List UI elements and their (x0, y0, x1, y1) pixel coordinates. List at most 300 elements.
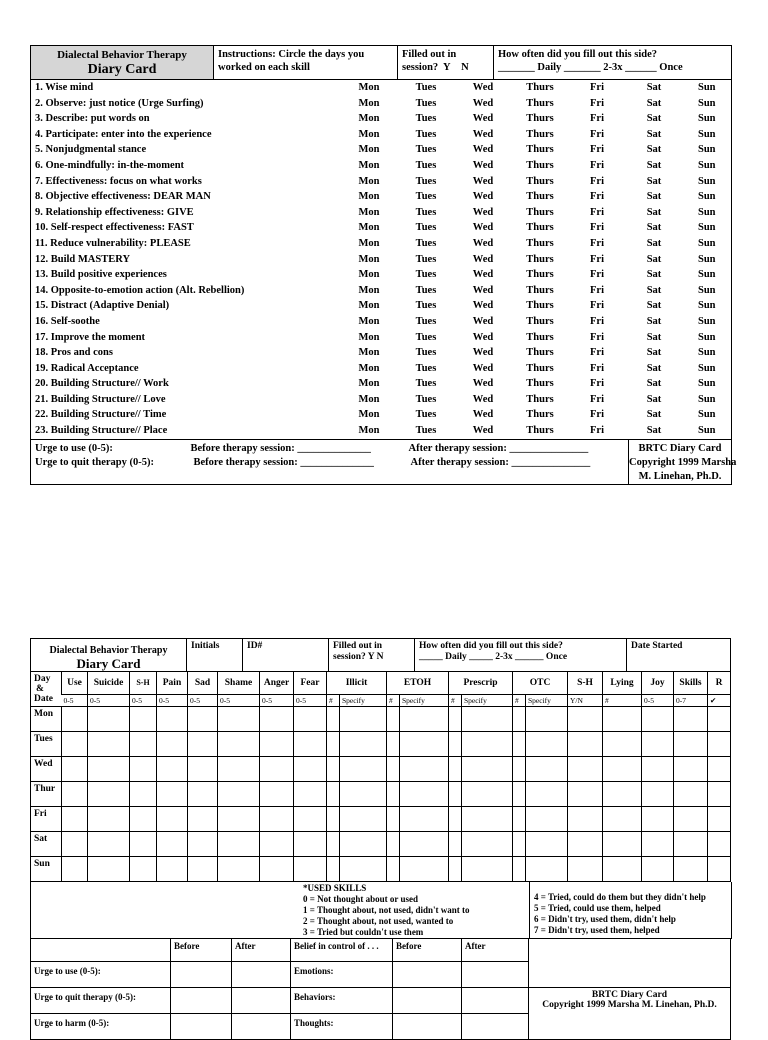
skill-day-thurs[interactable]: Thurs (526, 128, 554, 140)
grid-entry-cell[interactable] (513, 807, 526, 832)
urge-quit-before[interactable] (171, 988, 232, 1014)
back-frequency-options[interactable]: _____ Daily _____ 2-3x ______ Once (419, 652, 568, 662)
skill-day-thurs[interactable]: Thurs (526, 425, 554, 437)
skill-day-mon[interactable]: Mon (358, 97, 380, 109)
grid-entry-cell[interactable] (327, 732, 340, 757)
grid-entry-cell[interactable] (294, 807, 327, 832)
skill-day-sun[interactable]: Sun (697, 284, 716, 296)
grid-entry-cell[interactable] (62, 757, 88, 782)
skill-day-thurs[interactable]: Thurs (526, 284, 554, 296)
skill-day-sat[interactable]: Sat (646, 159, 662, 171)
skill-day-sat[interactable]: Sat (646, 222, 662, 234)
grid-entry-cell[interactable] (62, 707, 88, 732)
skill-day-mon[interactable]: Mon (358, 128, 380, 140)
skill-day-thurs[interactable]: Thurs (526, 331, 554, 343)
grid-entry-cell[interactable] (340, 707, 387, 732)
skill-day-tues[interactable]: Tues (415, 191, 437, 203)
skill-day-sun[interactable]: Sun (697, 253, 716, 265)
skill-day-tues[interactable]: Tues (415, 206, 437, 218)
skill-day-fri[interactable]: Fri (590, 237, 604, 249)
skill-day-sun[interactable]: Sun (697, 222, 716, 234)
skill-day-fri[interactable]: Fri (590, 191, 604, 203)
skill-day-fri[interactable]: Fri (590, 378, 604, 390)
skill-day-mon[interactable]: Mon (358, 315, 380, 327)
grid-entry-cell[interactable] (88, 832, 130, 857)
grid-entry-cell[interactable] (708, 832, 731, 857)
grid-entry-cell[interactable] (188, 757, 218, 782)
grid-entry-cell[interactable] (62, 732, 88, 757)
skill-day-tues[interactable]: Tues (415, 82, 437, 93)
skill-day-thurs[interactable]: Thurs (526, 144, 554, 156)
grid-entry-cell[interactable] (568, 832, 603, 857)
skill-day-fri[interactable]: Fri (590, 113, 604, 125)
skill-day-fri[interactable]: Fri (590, 269, 604, 281)
grid-entry-cell[interactable] (294, 857, 327, 882)
skill-day-wed[interactable]: Wed (472, 378, 494, 390)
skill-day-mon[interactable]: Mon (358, 253, 380, 265)
skill-day-sat[interactable]: Sat (646, 425, 662, 437)
skill-day-mon[interactable]: Mon (358, 331, 380, 343)
skill-day-sun[interactable]: Sun (697, 300, 716, 312)
skill-day-wed[interactable]: Wed (472, 237, 494, 249)
skill-day-sat[interactable]: Sat (646, 331, 662, 343)
grid-entry-cell[interactable] (260, 757, 294, 782)
skill-day-mon[interactable]: Mon (358, 284, 380, 296)
belief-emotions-before[interactable] (393, 962, 462, 988)
skill-day-sat[interactable]: Sat (646, 393, 662, 405)
skill-day-wed[interactable]: Wed (472, 253, 494, 265)
grid-entry-cell[interactable] (130, 732, 157, 757)
skill-day-mon[interactable]: Mon (358, 300, 380, 312)
skill-day-tues[interactable]: Tues (415, 159, 437, 171)
skill-day-mon[interactable]: Mon (358, 393, 380, 405)
grid-entry-cell[interactable] (674, 757, 708, 782)
skill-day-fri[interactable]: Fri (590, 347, 604, 359)
skill-day-sat[interactable]: Sat (646, 82, 662, 93)
skill-day-thurs[interactable]: Thurs (526, 222, 554, 234)
belief-emotions-after[interactable] (462, 962, 529, 988)
grid-entry-cell[interactable] (513, 857, 526, 882)
skill-day-thurs[interactable]: Thurs (526, 409, 554, 421)
grid-entry-cell[interactable] (327, 782, 340, 807)
grid-entry-cell[interactable] (88, 707, 130, 732)
grid-entry-cell[interactable] (387, 757, 400, 782)
belief-thoughts-before[interactable] (393, 1014, 462, 1040)
skill-day-fri[interactable]: Fri (590, 128, 604, 140)
grid-entry-cell[interactable] (400, 757, 449, 782)
skill-day-fri[interactable]: Fri (590, 175, 604, 187)
skill-day-sat[interactable]: Sat (646, 315, 662, 327)
skill-day-sun[interactable]: Sun (697, 362, 716, 374)
grid-entry-cell[interactable] (218, 857, 260, 882)
grid-entry-cell[interactable] (294, 757, 327, 782)
grid-entry-cell[interactable] (526, 832, 568, 857)
grid-entry-cell[interactable] (327, 707, 340, 732)
belief-behaviors-after[interactable] (462, 988, 529, 1014)
skill-day-thurs[interactable]: Thurs (526, 393, 554, 405)
grid-entry-cell[interactable] (260, 807, 294, 832)
skill-day-thurs[interactable]: Thurs (526, 206, 554, 218)
urge-use-after[interactable] (232, 962, 291, 988)
skill-day-mon[interactable]: Mon (358, 222, 380, 234)
skill-day-mon[interactable]: Mon (358, 144, 380, 156)
grid-entry-cell[interactable] (449, 707, 462, 732)
skill-day-mon[interactable]: Mon (358, 409, 380, 421)
skill-day-tues[interactable]: Tues (415, 284, 437, 296)
skill-day-tues[interactable]: Tues (415, 128, 437, 140)
front-before-session-1[interactable]: Before therapy session: ______________ (190, 442, 371, 454)
grid-entry-cell[interactable] (708, 782, 731, 807)
skill-day-mon[interactable]: Mon (358, 175, 380, 187)
skill-day-mon[interactable]: Mon (358, 425, 380, 437)
skill-day-thurs[interactable]: Thurs (526, 300, 554, 312)
skill-day-wed[interactable]: Wed (472, 175, 494, 187)
skill-day-tues[interactable]: Tues (415, 362, 437, 374)
grid-entry-cell[interactable] (449, 732, 462, 757)
skill-day-thurs[interactable]: Thurs (526, 237, 554, 249)
grid-entry-cell[interactable] (642, 757, 674, 782)
grid-entry-cell[interactable] (340, 832, 387, 857)
grid-entry-cell[interactable] (188, 807, 218, 832)
skill-day-sat[interactable]: Sat (646, 113, 662, 125)
belief-thoughts-after[interactable] (462, 1014, 529, 1040)
grid-entry-cell[interactable] (400, 732, 449, 757)
skill-day-mon[interactable]: Mon (358, 159, 380, 171)
skill-day-thurs[interactable]: Thurs (526, 82, 554, 93)
grid-entry-cell[interactable] (62, 832, 88, 857)
grid-entry-cell[interactable] (62, 807, 88, 832)
skill-day-sat[interactable]: Sat (646, 409, 662, 421)
skill-day-sat[interactable]: Sat (646, 97, 662, 109)
grid-entry-cell[interactable] (642, 707, 674, 732)
skill-day-wed[interactable]: Wed (472, 222, 494, 234)
grid-entry-cell[interactable] (603, 757, 642, 782)
grid-entry-cell[interactable] (260, 707, 294, 732)
grid-entry-cell[interactable] (88, 732, 130, 757)
skill-day-sat[interactable]: Sat (646, 378, 662, 390)
skill-day-sat[interactable]: Sat (646, 347, 662, 359)
skill-day-tues[interactable]: Tues (415, 97, 437, 109)
skill-day-sun[interactable]: Sun (697, 175, 716, 187)
skill-day-fri[interactable]: Fri (590, 253, 604, 265)
grid-entry-cell[interactable] (340, 732, 387, 757)
grid-entry-cell[interactable] (642, 832, 674, 857)
skill-day-sat[interactable]: Sat (646, 300, 662, 312)
grid-entry-cell[interactable] (218, 732, 260, 757)
grid-entry-cell[interactable] (603, 732, 642, 757)
skill-day-sun[interactable]: Sun (697, 425, 716, 437)
skill-day-fri[interactable]: Fri (590, 206, 604, 218)
grid-entry-cell[interactable] (260, 832, 294, 857)
skill-day-sat[interactable]: Sat (646, 284, 662, 296)
grid-entry-cell[interactable] (340, 857, 387, 882)
skill-day-wed[interactable]: Wed (472, 159, 494, 171)
grid-entry-cell[interactable] (513, 707, 526, 732)
skill-day-thurs[interactable]: Thurs (526, 175, 554, 187)
skill-day-sat[interactable]: Sat (646, 206, 662, 218)
skill-day-tues[interactable]: Tues (415, 300, 437, 312)
grid-entry-cell[interactable] (603, 832, 642, 857)
skill-day-thurs[interactable]: Thurs (526, 97, 554, 109)
skill-day-sun[interactable]: Sun (697, 128, 716, 140)
skill-day-mon[interactable]: Mon (358, 347, 380, 359)
grid-entry-cell[interactable] (526, 857, 568, 882)
skill-day-sun[interactable]: Sun (697, 144, 716, 156)
skill-day-sat[interactable]: Sat (646, 128, 662, 140)
grid-entry-cell[interactable] (218, 757, 260, 782)
grid-entry-cell[interactable] (218, 782, 260, 807)
grid-entry-cell[interactable] (603, 857, 642, 882)
grid-entry-cell[interactable] (513, 832, 526, 857)
grid-entry-cell[interactable] (462, 757, 513, 782)
grid-entry-cell[interactable] (327, 757, 340, 782)
grid-entry-cell[interactable] (708, 732, 731, 757)
grid-entry-cell[interactable] (513, 782, 526, 807)
skill-day-wed[interactable]: Wed (472, 97, 494, 109)
grid-entry-cell[interactable] (674, 732, 708, 757)
belief-behaviors-before[interactable] (393, 988, 462, 1014)
front-before-session[interactable] (191, 440, 409, 485)
skill-day-mon[interactable]: Mon (358, 206, 380, 218)
grid-entry-cell[interactable] (130, 782, 157, 807)
urge-harm-after[interactable] (232, 1014, 291, 1040)
skill-day-wed[interactable]: Wed (472, 300, 494, 312)
grid-entry-cell[interactable] (188, 782, 218, 807)
skill-day-mon[interactable]: Mon (358, 269, 380, 281)
skill-day-tues[interactable]: Tues (415, 144, 437, 156)
skill-day-thurs[interactable]: Thurs (526, 159, 554, 171)
grid-entry-cell[interactable] (526, 707, 568, 732)
skill-day-sat[interactable]: Sat (646, 144, 662, 156)
skill-day-sat[interactable]: Sat (646, 362, 662, 374)
grid-entry-cell[interactable] (708, 707, 731, 732)
grid-entry-cell[interactable] (400, 707, 449, 732)
skill-day-wed[interactable]: Wed (472, 206, 494, 218)
skill-day-fri[interactable]: Fri (590, 425, 604, 437)
grid-entry-cell[interactable] (526, 807, 568, 832)
skill-day-sun[interactable]: Sun (697, 82, 716, 93)
skill-day-wed[interactable]: Wed (472, 144, 494, 156)
grid-entry-cell[interactable] (62, 857, 88, 882)
grid-entry-cell[interactable] (62, 782, 88, 807)
grid-entry-cell[interactable] (462, 832, 513, 857)
grid-entry-cell[interactable] (674, 807, 708, 832)
grid-entry-cell[interactable] (157, 757, 188, 782)
grid-entry-cell[interactable] (449, 832, 462, 857)
grid-entry-cell[interactable] (327, 807, 340, 832)
skill-day-sun[interactable]: Sun (697, 378, 716, 390)
grid-entry-cell[interactable] (157, 782, 188, 807)
grid-entry-cell[interactable] (260, 732, 294, 757)
grid-entry-cell[interactable] (387, 857, 400, 882)
urge-quit-after[interactable] (232, 988, 291, 1014)
skill-day-tues[interactable]: Tues (415, 378, 437, 390)
grid-entry-cell[interactable] (674, 782, 708, 807)
back-date-started[interactable] (627, 639, 731, 672)
skill-day-wed[interactable]: Wed (472, 409, 494, 421)
skill-day-sat[interactable]: Sat (646, 253, 662, 265)
skill-day-sat[interactable]: Sat (646, 237, 662, 249)
skill-day-wed[interactable]: Wed (472, 347, 494, 359)
skill-day-tues[interactable]: Tues (415, 222, 437, 234)
grid-entry-cell[interactable] (449, 757, 462, 782)
grid-entry-cell[interactable] (513, 732, 526, 757)
grid-entry-cell[interactable] (157, 832, 188, 857)
grid-entry-cell[interactable] (88, 807, 130, 832)
grid-entry-cell[interactable] (642, 857, 674, 882)
grid-entry-cell[interactable] (568, 857, 603, 882)
skill-day-tues[interactable]: Tues (415, 409, 437, 421)
back-id[interactable] (243, 639, 329, 672)
skill-day-thurs[interactable]: Thurs (526, 191, 554, 203)
front-after-session[interactable] (409, 440, 629, 485)
skill-day-thurs[interactable]: Thurs (526, 113, 554, 125)
front-after-session-1[interactable]: After therapy session: _______________ (408, 442, 589, 454)
skill-day-sun[interactable]: Sun (697, 237, 716, 249)
grid-entry-cell[interactable] (260, 782, 294, 807)
grid-entry-cell[interactable] (513, 757, 526, 782)
skill-day-thurs[interactable]: Thurs (526, 269, 554, 281)
skill-day-fri[interactable]: Fri (590, 222, 604, 234)
skill-day-wed[interactable]: Wed (472, 82, 494, 93)
front-before-session-2[interactable]: Before therapy session: ______________ (193, 456, 374, 468)
grid-entry-cell[interactable] (708, 857, 731, 882)
grid-entry-cell[interactable] (188, 832, 218, 857)
skill-day-wed[interactable]: Wed (472, 269, 494, 281)
grid-entry-cell[interactable] (642, 782, 674, 807)
grid-entry-cell[interactable] (603, 807, 642, 832)
back-filled-out-options[interactable]: session? Y N (333, 652, 384, 662)
skill-day-mon[interactable]: Mon (358, 82, 380, 93)
skill-day-fri[interactable]: Fri (590, 284, 604, 296)
skill-day-mon[interactable]: Mon (358, 362, 380, 374)
grid-entry-cell[interactable] (188, 857, 218, 882)
skill-day-fri[interactable]: Fri (590, 159, 604, 171)
skill-day-mon[interactable]: Mon (358, 191, 380, 203)
grid-entry-cell[interactable] (88, 857, 130, 882)
grid-entry-cell[interactable] (294, 782, 327, 807)
grid-entry-cell[interactable] (340, 757, 387, 782)
grid-entry-cell[interactable] (130, 707, 157, 732)
skill-day-fri[interactable]: Fri (590, 331, 604, 343)
skill-day-wed[interactable]: Wed (472, 362, 494, 374)
grid-entry-cell[interactable] (387, 832, 400, 857)
grid-entry-cell[interactable] (674, 832, 708, 857)
skill-day-wed[interactable]: Wed (472, 128, 494, 140)
grid-entry-cell[interactable] (340, 782, 387, 807)
grid-entry-cell[interactable] (568, 707, 603, 732)
skill-day-mon[interactable]: Mon (358, 237, 380, 249)
grid-entry-cell[interactable] (603, 782, 642, 807)
grid-entry-cell[interactable] (260, 857, 294, 882)
skill-day-wed[interactable]: Wed (472, 191, 494, 203)
grid-entry-cell[interactable] (340, 807, 387, 832)
skill-day-sun[interactable]: Sun (697, 191, 716, 203)
grid-entry-cell[interactable] (130, 807, 157, 832)
skill-day-sun[interactable]: Sun (697, 159, 716, 171)
skill-day-fri[interactable]: Fri (590, 315, 604, 327)
grid-entry-cell[interactable] (642, 732, 674, 757)
skill-day-thurs[interactable]: Thurs (526, 362, 554, 374)
front-frequency-options[interactable]: _______ Daily _______ 2-3x ______ Once (498, 62, 683, 73)
skill-day-sun[interactable]: Sun (697, 97, 716, 109)
skill-day-tues[interactable]: Tues (415, 237, 437, 249)
grid-entry-cell[interactable] (526, 782, 568, 807)
grid-entry-cell[interactable] (130, 757, 157, 782)
skill-day-wed[interactable]: Wed (472, 113, 494, 125)
grid-entry-cell[interactable] (642, 807, 674, 832)
grid-entry-cell[interactable] (568, 807, 603, 832)
grid-entry-cell[interactable] (449, 807, 462, 832)
skill-day-fri[interactable]: Fri (590, 362, 604, 374)
skill-day-wed[interactable]: Wed (472, 284, 494, 296)
front-after-session-2[interactable]: After therapy session: _______________ (410, 456, 591, 468)
grid-entry-cell[interactable] (387, 807, 400, 832)
grid-entry-cell[interactable] (462, 732, 513, 757)
skill-day-sat[interactable]: Sat (646, 269, 662, 281)
grid-entry-cell[interactable] (157, 857, 188, 882)
skill-day-tues[interactable]: Tues (415, 269, 437, 281)
grid-entry-cell[interactable] (88, 782, 130, 807)
skill-day-wed[interactable]: Wed (472, 331, 494, 343)
grid-entry-cell[interactable] (294, 832, 327, 857)
grid-entry-cell[interactable] (157, 732, 188, 757)
skill-day-tues[interactable]: Tues (415, 425, 437, 437)
grid-entry-cell[interactable] (568, 732, 603, 757)
skill-day-thurs[interactable]: Thurs (526, 347, 554, 359)
skill-day-tues[interactable]: Tues (415, 393, 437, 405)
skill-day-fri[interactable]: Fri (590, 300, 604, 312)
skill-day-wed[interactable]: Wed (472, 315, 494, 327)
urge-harm-before[interactable] (171, 1014, 232, 1040)
skill-day-sat[interactable]: Sat (646, 191, 662, 203)
skill-day-sun[interactable]: Sun (697, 113, 716, 125)
grid-entry-cell[interactable] (449, 782, 462, 807)
front-filled-out-options[interactable]: session? Y N (402, 62, 469, 73)
skill-day-tues[interactable]: Tues (415, 315, 437, 327)
grid-entry-cell[interactable] (708, 757, 731, 782)
grid-entry-cell[interactable] (462, 807, 513, 832)
grid-entry-cell[interactable] (294, 707, 327, 732)
urge-use-before[interactable] (171, 962, 232, 988)
grid-entry-cell[interactable] (130, 832, 157, 857)
grid-entry-cell[interactable] (218, 807, 260, 832)
grid-entry-cell[interactable] (130, 857, 157, 882)
grid-entry-cell[interactable] (400, 782, 449, 807)
skill-day-sun[interactable]: Sun (697, 206, 716, 218)
skill-day-thurs[interactable]: Thurs (526, 253, 554, 265)
grid-entry-cell[interactable] (449, 857, 462, 882)
grid-entry-cell[interactable] (462, 857, 513, 882)
grid-entry-cell[interactable] (387, 707, 400, 732)
grid-entry-cell[interactable] (387, 782, 400, 807)
skill-day-thurs[interactable]: Thurs (526, 378, 554, 390)
skill-day-sun[interactable]: Sun (697, 315, 716, 327)
skill-day-sun[interactable]: Sun (697, 269, 716, 281)
grid-entry-cell[interactable] (603, 707, 642, 732)
skill-day-sun[interactable]: Sun (697, 331, 716, 343)
grid-entry-cell[interactable] (400, 857, 449, 882)
skill-day-mon[interactable]: Mon (358, 113, 380, 125)
skill-day-wed[interactable]: Wed (472, 393, 494, 405)
grid-entry-cell[interactable] (674, 857, 708, 882)
grid-entry-cell[interactable] (568, 782, 603, 807)
skill-day-fri[interactable]: Fri (590, 97, 604, 109)
grid-entry-cell[interactable] (188, 732, 218, 757)
skill-day-fri[interactable]: Fri (590, 393, 604, 405)
grid-entry-cell[interactable] (462, 707, 513, 732)
grid-entry-cell[interactable] (327, 832, 340, 857)
